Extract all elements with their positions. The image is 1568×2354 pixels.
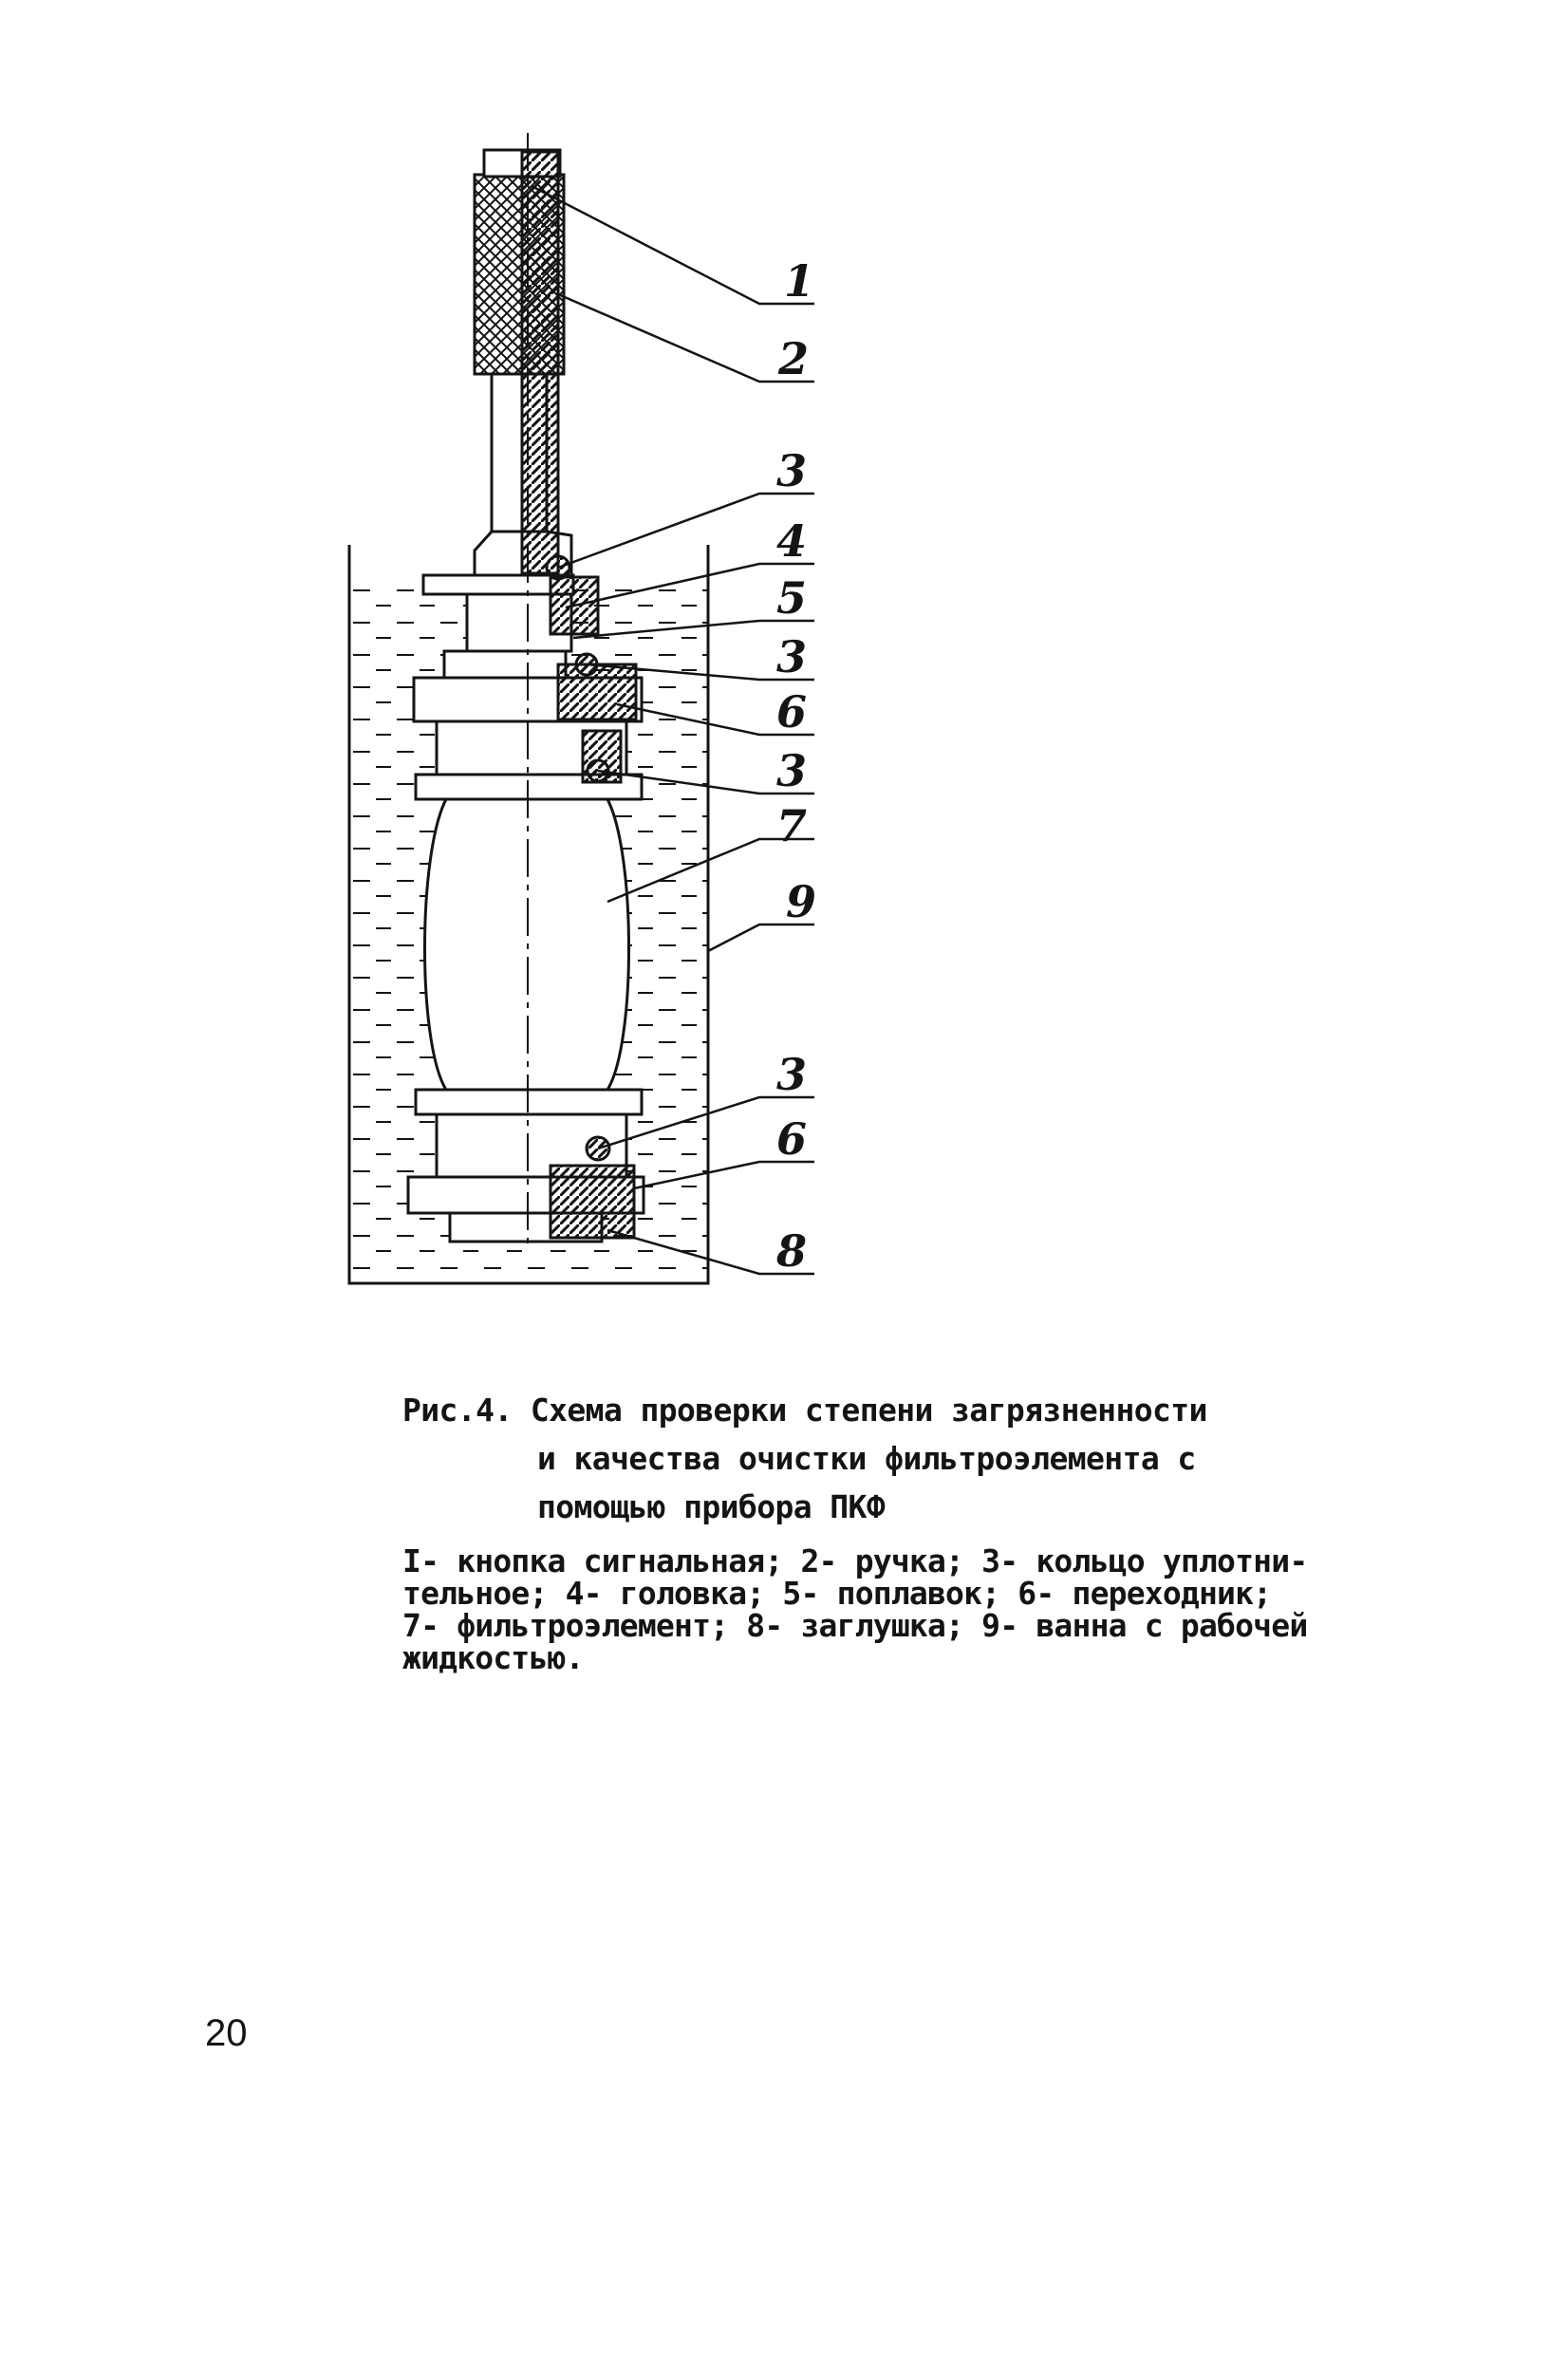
figure-caption xyxy=(402,1386,1352,1531)
filter-assembly xyxy=(408,150,644,1242)
callout-3-middle: 3 xyxy=(776,745,808,796)
callout-2: 2 xyxy=(778,333,810,384)
caption-line: и качества очистки фильтроэлемента с xyxy=(537,1440,1196,1477)
caption-line: помощью прибора ПКФ xyxy=(537,1488,886,1525)
callout-1: 1 xyxy=(784,255,815,307)
callout-3-top: 3 xyxy=(776,445,808,496)
figure-legend xyxy=(402,1542,1352,1676)
callout-3-upper: 3 xyxy=(776,631,808,682)
callout-6-upper: 6 xyxy=(776,686,808,738)
legend-line: тельное; 4- головка; 5- поплавок; 6- переходник; xyxy=(402,1575,1272,1612)
callout-9: 9 xyxy=(786,876,817,927)
caption-title-line: Рис.4. Схема проверки степени загрязненности xyxy=(402,1392,1207,1429)
callout-8: 8 xyxy=(776,1225,808,1277)
callout-4: 4 xyxy=(776,515,808,567)
page-number: 20 xyxy=(205,2012,248,2054)
legend-line: I- кнопка сигнальная; 2- ручка; 3- кольцо уплотни- xyxy=(402,1542,1308,1579)
callout-6-lower: 6 xyxy=(776,1113,808,1165)
callout-labels xyxy=(775,255,816,1277)
legend-line: 7- фильтроэлемент; 8- заглушка; 9- ванна с рабочей xyxy=(402,1607,1308,1644)
callout-5: 5 xyxy=(776,572,808,624)
callout-7: 7 xyxy=(776,800,808,851)
callout-3-lower: 3 xyxy=(776,1049,808,1100)
legend-line: жидкостью. xyxy=(402,1639,584,1676)
